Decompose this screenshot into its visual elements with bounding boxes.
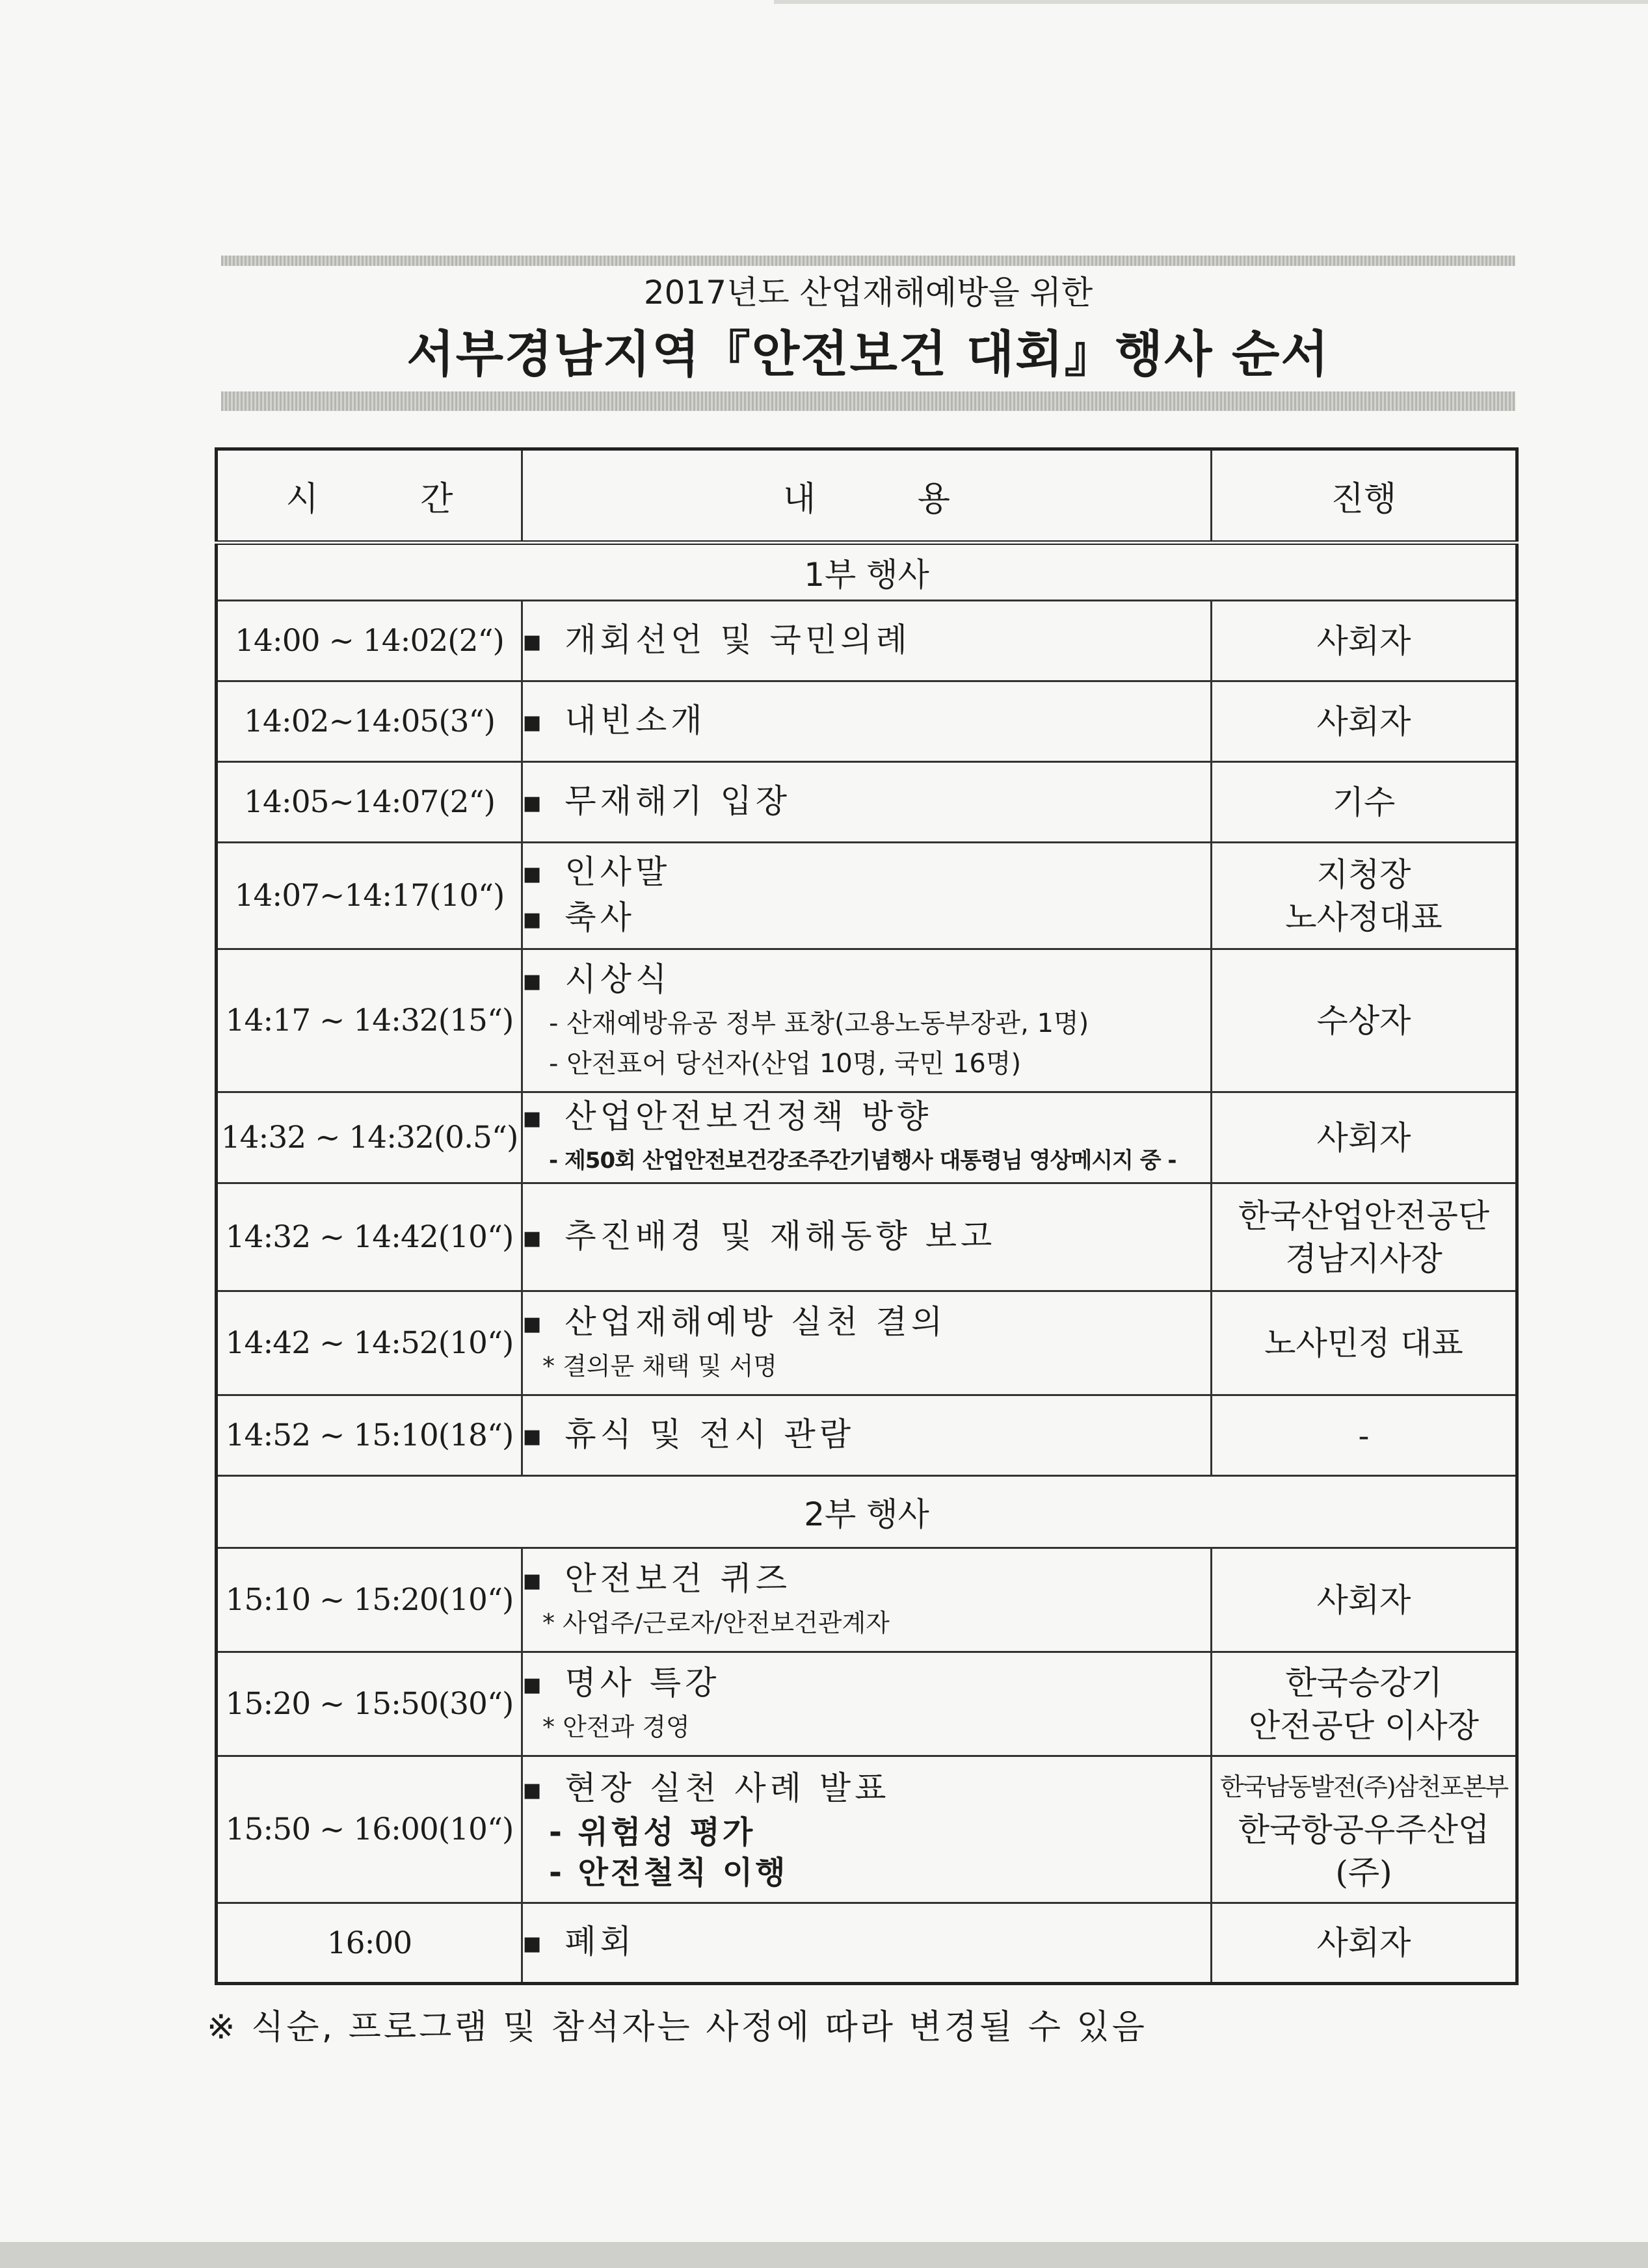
table-row <box>217 843 1517 949</box>
table-row <box>217 1395 1517 1476</box>
square-bullet-icon: ■ <box>523 1425 546 1448</box>
time-cell: 14:17 ~ 14:32(15“) <box>217 949 522 1092</box>
content-cell: ■ 내빈소개 <box>522 681 1212 762</box>
presenter-cell: 지청장 노사정대표 <box>1212 843 1517 949</box>
content-cell: ■ 폐회 <box>522 1903 1212 1984</box>
square-bullet-icon: ■ <box>523 1226 546 1250</box>
presenter-cell: 노사민정 대표 <box>1212 1291 1517 1395</box>
title-rule-top <box>221 256 1515 266</box>
table-row <box>217 762 1517 843</box>
square-bullet-icon: ■ <box>523 1673 546 1696</box>
time-cell: 14:32 ~ 14:42(10“) <box>217 1183 522 1291</box>
presenter-cell: 사회자 <box>1212 1903 1517 1984</box>
table-row <box>217 1092 1517 1183</box>
presenter-cell: 수상자 <box>1212 949 1517 1092</box>
square-bullet-icon: ■ <box>523 791 546 815</box>
document-subtitle: 2017년도 산업재해예방을 위한 <box>643 274 1093 311</box>
presenter-cell: 사회자 <box>1212 601 1517 681</box>
time-cell: 16:00 <box>217 1903 522 1984</box>
square-bullet-icon: ■ <box>523 969 546 993</box>
square-bullet-icon: ■ <box>523 1778 546 1802</box>
content-cell: ■ 산업안전보건정책 방향 - 제50회 산업안전보건강조주간기념행사 대통령님 영상메시지 중 - <box>522 1092 1212 1183</box>
content-cell: ■ 현장 실천 사례 발표 - 위험성 평가 - 안전철칙 이행 <box>522 1756 1212 1903</box>
presenter-cell: 사회자 <box>1212 681 1517 762</box>
presenter-cell: - <box>1212 1395 1517 1476</box>
part2-heading: 2부 행사 <box>217 1476 1517 1548</box>
time-cell: 14:32 ~ 14:32(0.5“) <box>217 1092 522 1183</box>
table-row <box>217 601 1517 681</box>
content-cell: ■ 시상식 - 산재예방유공 정부 표창(고용노동부장관, 1명) - 안전표어 당선자(산업 10명, 국민 16명) <box>522 949 1212 1092</box>
table-row <box>217 1652 1517 1756</box>
table-header-row <box>217 449 1517 543</box>
time-cell: 15:10 ~ 15:20(10“) <box>217 1548 522 1652</box>
time-cell: 14:05~14:07(2“) <box>217 762 522 843</box>
title-rule-bottom <box>221 391 1515 411</box>
time-cell: 15:20 ~ 15:50(30“) <box>217 1652 522 1756</box>
column-header-presenter: 진행 <box>1212 449 1517 543</box>
presenter-cell: 사회자 <box>1212 1548 1517 1652</box>
table-row <box>217 1756 1517 1903</box>
part1-heading: 1부 행사 <box>217 543 1517 601</box>
time-cell: 15:50 ~ 16:00(10“) <box>217 1756 522 1903</box>
content-cell: ■ 무재해기 입장 <box>522 762 1212 843</box>
column-header-time: 시 간 <box>217 449 522 543</box>
content-cell: ■ 산업재해예방 실천 결의 * 결의문 채택 및 서명 <box>522 1291 1212 1395</box>
square-bullet-icon: ■ <box>523 1932 546 1955</box>
content-cell: ■ 인사말 ■ 축사 <box>522 843 1212 949</box>
table-row <box>217 949 1517 1092</box>
table-row <box>217 1903 1517 1984</box>
time-cell: 14:42 ~ 14:52(10“) <box>217 1291 522 1395</box>
content-cell: ■ 안전보건 퀴즈 * 사업주/근로자/안전보건관계자 <box>522 1548 1212 1652</box>
page-edge-top <box>774 0 1648 4</box>
table-row <box>217 1291 1517 1395</box>
square-bullet-icon: ■ <box>523 1312 546 1336</box>
square-bullet-icon: ■ <box>523 630 546 653</box>
footnote: ※ 식순, 프로그램 및 참석자는 사정에 따라 변경될 수 있음 <box>207 2008 1147 2047</box>
square-bullet-icon: ■ <box>523 1569 546 1592</box>
page-edge-bottom <box>0 2242 1648 2268</box>
table-row <box>217 1183 1517 1291</box>
square-bullet-icon: ■ <box>523 908 546 931</box>
square-bullet-icon: ■ <box>523 862 546 886</box>
document-title: 서부경남지역『안전보건 대회』행사 순서 <box>406 325 1330 383</box>
content-cell: ■ 휴식 및 전시 관람 <box>522 1395 1212 1476</box>
content-cell: ■ 개회선언 및 국민의례 <box>522 601 1212 681</box>
presenter-cell: 한국남동발전(주)삼천포본부 한국항공우주산업(주) <box>1212 1756 1517 1903</box>
square-bullet-icon: ■ <box>523 711 546 734</box>
part-row <box>217 543 1517 601</box>
time-cell: 14:02~14:05(3“) <box>217 681 522 762</box>
part-row <box>217 1476 1517 1548</box>
content-cell: ■ 명사 특강 * 안전과 경영 <box>522 1652 1212 1756</box>
presenter-cell: 사회자 <box>1212 1092 1517 1183</box>
program-schedule-table <box>215 447 1519 1985</box>
time-cell: 14:00 ~ 14:02(2“) <box>217 601 522 681</box>
presenter-cell: 기수 <box>1212 762 1517 843</box>
table-row <box>217 1548 1517 1652</box>
presenter-cell: 한국승강기 안전공단 이사장 <box>1212 1652 1517 1756</box>
square-bullet-icon: ■ <box>523 1107 546 1130</box>
time-cell: 14:07~14:17(10“) <box>217 843 522 949</box>
content-cell: ■ 추진배경 및 재해동향 보고 <box>522 1183 1212 1291</box>
presenter-cell: 한국산업안전공단 경남지사장 <box>1212 1183 1517 1291</box>
column-header-content: 내 용 <box>522 449 1212 543</box>
time-cell: 14:52 ~ 15:10(18“) <box>217 1395 522 1476</box>
table-row <box>217 681 1517 762</box>
